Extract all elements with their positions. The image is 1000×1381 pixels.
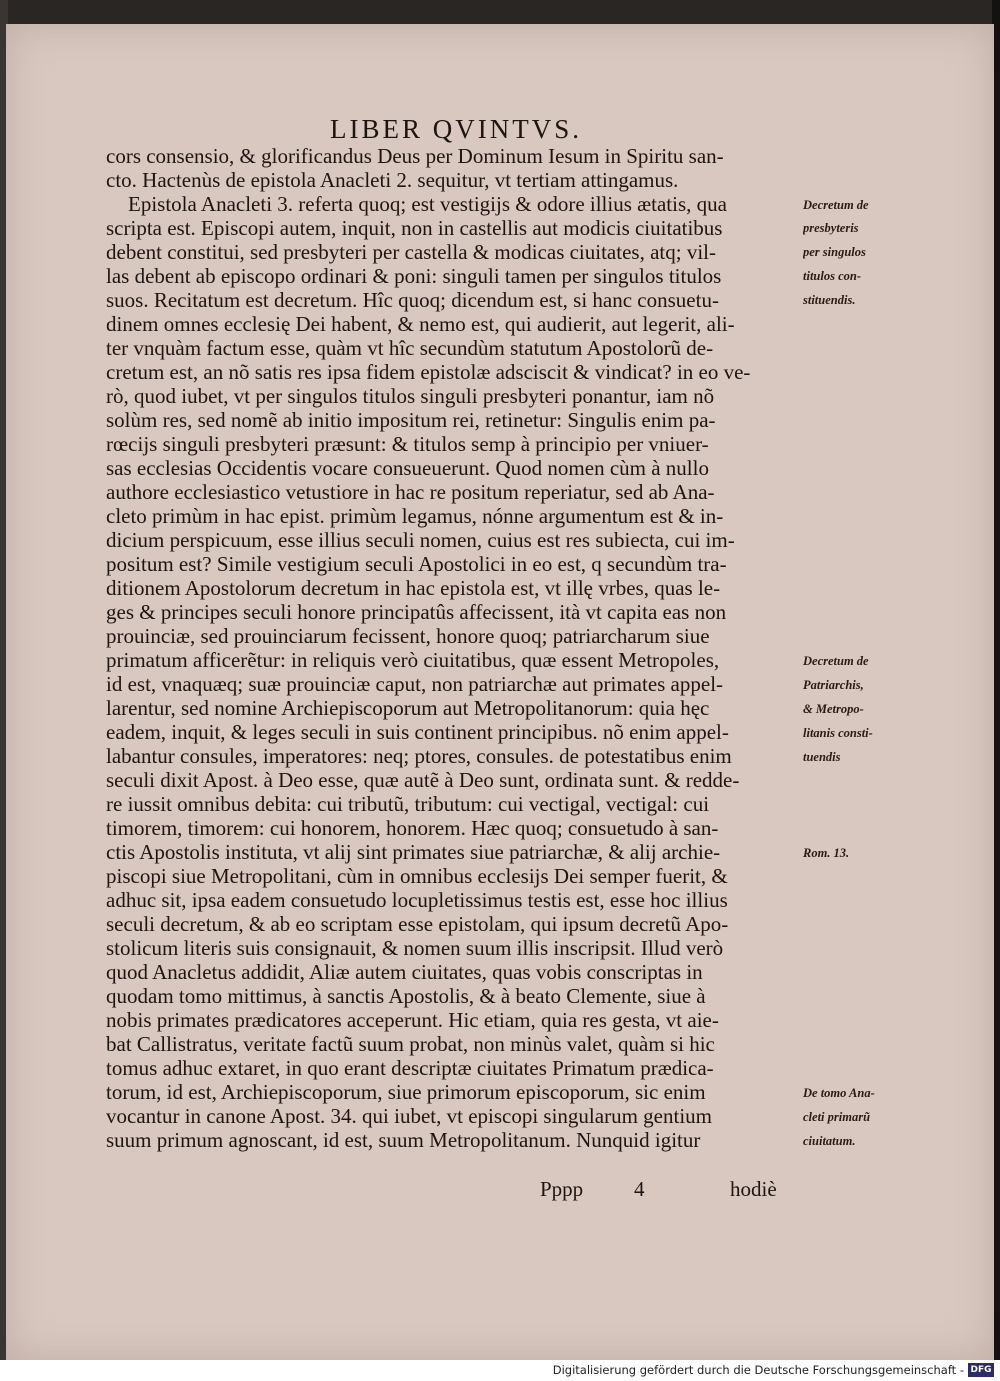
catchword: hodiè xyxy=(730,1177,777,1201)
body-line: timorem, timorem: cui honorem, honorem. Hæc quoq; consuetudo à san- xyxy=(106,817,719,840)
body-line: bat Callistratus, veritate factũ suum probat, non minùs valet, quàm si hic xyxy=(106,1033,715,1056)
body-line: dicium perspicuum, esse illius seculi nomen, cuius est res subiecta, cui im- xyxy=(106,529,735,552)
body-line: id est, vnaquæq; suæ prouinciæ caput, non patriarchæ aut primates appel- xyxy=(106,673,724,696)
margin-note: Rom. 13. xyxy=(803,846,850,860)
margin-note: presbyteris xyxy=(803,221,859,235)
body-line: suos. Recitatum est decretum. Hîc quoq; dicendum est, si hanc consuetu- xyxy=(106,289,719,312)
body-line: re iussit omnibus debita: cui tributũ, tributum: cui vectigal, vectigal: cui xyxy=(106,793,710,816)
margin-note: Decretum de xyxy=(803,654,869,668)
body-line: larentur, sed nomine Archiepiscoporum aut Metropolitanorum: quia hęc xyxy=(106,697,710,720)
credit-bar xyxy=(0,1360,1000,1381)
body-line: authore ecclesiastico vetustiore in hac re positum reperiatur, sed ab Ana- xyxy=(106,481,715,504)
body-line: ges & principes seculi honore principatûs affecissent, ità vt capita eas non xyxy=(106,601,727,624)
margin-note: tuendis xyxy=(803,750,841,764)
body-line: stolicum literis suis consignauit, & nomen suum illis inscripsit. Illud verò xyxy=(106,937,724,960)
margin-note: per singulos xyxy=(803,245,866,259)
margin-note: stituendis. xyxy=(803,293,856,307)
body-line: positum est? Simile vestigium seculi Apostolici in eo est, q secundùm tra- xyxy=(106,553,727,576)
body-line: vocantur in canone Apost. 34. qui iubet, vt episcopi singularum gentium xyxy=(106,1105,712,1128)
scan-top-edge xyxy=(6,0,994,26)
body-line: primatum afficerẽtur: in reliquis verò ciuitatibus, quæ essent Metropoles, xyxy=(106,649,720,672)
dfg-logo: DFG xyxy=(968,1363,994,1377)
body-line: labantur consules, imperatores: neq; ptores, consules. de potestatibus enim xyxy=(106,745,732,768)
body-line: rœcijs singuli presbyteri præsunt: & titulos semp à principio per vniuer- xyxy=(106,433,709,456)
margin-note: titulos con- xyxy=(803,269,861,283)
book-page xyxy=(6,24,994,1360)
body-line: dinem omnes ecclesię Dei habent, & nemo est, qui audierit, aut legerit, ali- xyxy=(106,313,735,336)
body-line: piscopi siue Metropolitani, cùm in omnibus ecclesijs Dei semper fuerit, & xyxy=(106,865,728,888)
funding-credit: Digitalisierung gefördert durch die Deutsche Forschungsgemeinschaft - xyxy=(552,1363,964,1377)
body-line: cleto primùm in hac epist. primùm legamus, nónne argumentum est & in- xyxy=(106,505,724,528)
sheet-number: 4 xyxy=(634,1177,645,1201)
margin-note: Patriarchis, xyxy=(803,678,864,692)
margin-note: ciuitatum. xyxy=(803,1134,856,1148)
body-line: cto. Hactenùs de epistola Anacleti 2. sequitur, vt tertiam attingamus. xyxy=(106,169,679,192)
body-line: debent constitui, sed presbyteri per castella & modicas ciuitates, atq; vil- xyxy=(106,241,716,264)
body-line: suum primum agnoscant, id est, suum Metropolitanum. Nunquid igitur xyxy=(106,1129,701,1152)
body-line: quodam tomo mittimus, à sanctis Apostolis, & à beato Clemente, siue à xyxy=(106,985,706,1008)
margin-note: cleti primarũ xyxy=(803,1110,871,1124)
running-head: LIBER QVINTVS. xyxy=(330,114,582,144)
body-line: ditionem Apostolorum decretum in hac epistola est, vt illę vrbes, quas le- xyxy=(106,577,721,600)
body-line: sas ecclesias Occidentis vocare consueuerunt. Quod nomen cùm à nullo xyxy=(106,457,709,480)
body-line: seculi dixit Apost. à Deo esse, quæ autẽ à Deo sunt, ordinata sunt. & redde- xyxy=(106,769,740,792)
body-line: cretum est, an nõ satis res ipsa fidem epistolæ adsciscit & vindicat? in eo ve- xyxy=(106,361,751,384)
body-line: solùm res, sed nomẽ ab initio impositum rei, retinetur: Singulis enim pa- xyxy=(106,409,716,432)
body-line: ter vnquàm factum esse, quàm vt hîc secundùm statutum Apostolorũ de- xyxy=(106,337,714,360)
margin-note: De tomo Ana- xyxy=(803,1086,875,1100)
body-line: adhuc sit, ipsa eadem consuetudo locupletissimus testis est, esse hoc illius xyxy=(106,889,728,912)
body-line: torum, id est, Archiepiscoporum, siue primorum episcoporum, sic enim xyxy=(106,1081,706,1104)
body-line: tomus adhuc extaret, in quo erant descriptæ ciuitates Primatum prædica- xyxy=(106,1057,714,1080)
body-line: eadem, inquit, & leges seculi in suis continent principibus. nõ enim appel- xyxy=(106,721,729,744)
body-line: cors consensio, & glorificandus Deus per Dominum Iesum in Spiritu san- xyxy=(106,145,724,168)
body-line: prouinciæ, sed prouinciarum fecissent, honore quoq; patriarcharum siue xyxy=(106,625,710,648)
margin-note: litanis consti- xyxy=(803,726,873,740)
body-line: nobis primates prædicatores acceperunt. Hic etiam, quia res gesta, vt aie- xyxy=(106,1009,719,1032)
body-line: seculi decretum, & ab eo scriptam esse epistolam, qui ipsum decretũ Apo- xyxy=(106,913,729,936)
body-line: rò, quod iubet, vt per singulos titulos singuli presbyteri ponantur, iam nõ xyxy=(106,385,715,408)
signature-mark: Pppp xyxy=(540,1177,584,1201)
margin-note: Decretum de xyxy=(803,198,869,212)
body-line: quod Anacletus addidit, Aliæ autem ciuitates, quas vobis conscriptas in xyxy=(106,961,703,984)
body-line: ctis Apostolis instituta, vt alij sint primates siue patriarchæ, & alij archie- xyxy=(106,841,721,864)
body-line: scripta est. Episcopi autem, inquit, non in castellis aut modicis ciuitatibus xyxy=(106,217,723,240)
margin-note: & Metropo- xyxy=(803,702,864,716)
body-line: las debent ab episcopo ordinari & poni: singuli tamen per singulos titulos xyxy=(106,265,722,288)
body-line: Epistola Anacleti 3. referta quoq; est vestigijs & odore illius ætatis, qua xyxy=(128,193,727,216)
